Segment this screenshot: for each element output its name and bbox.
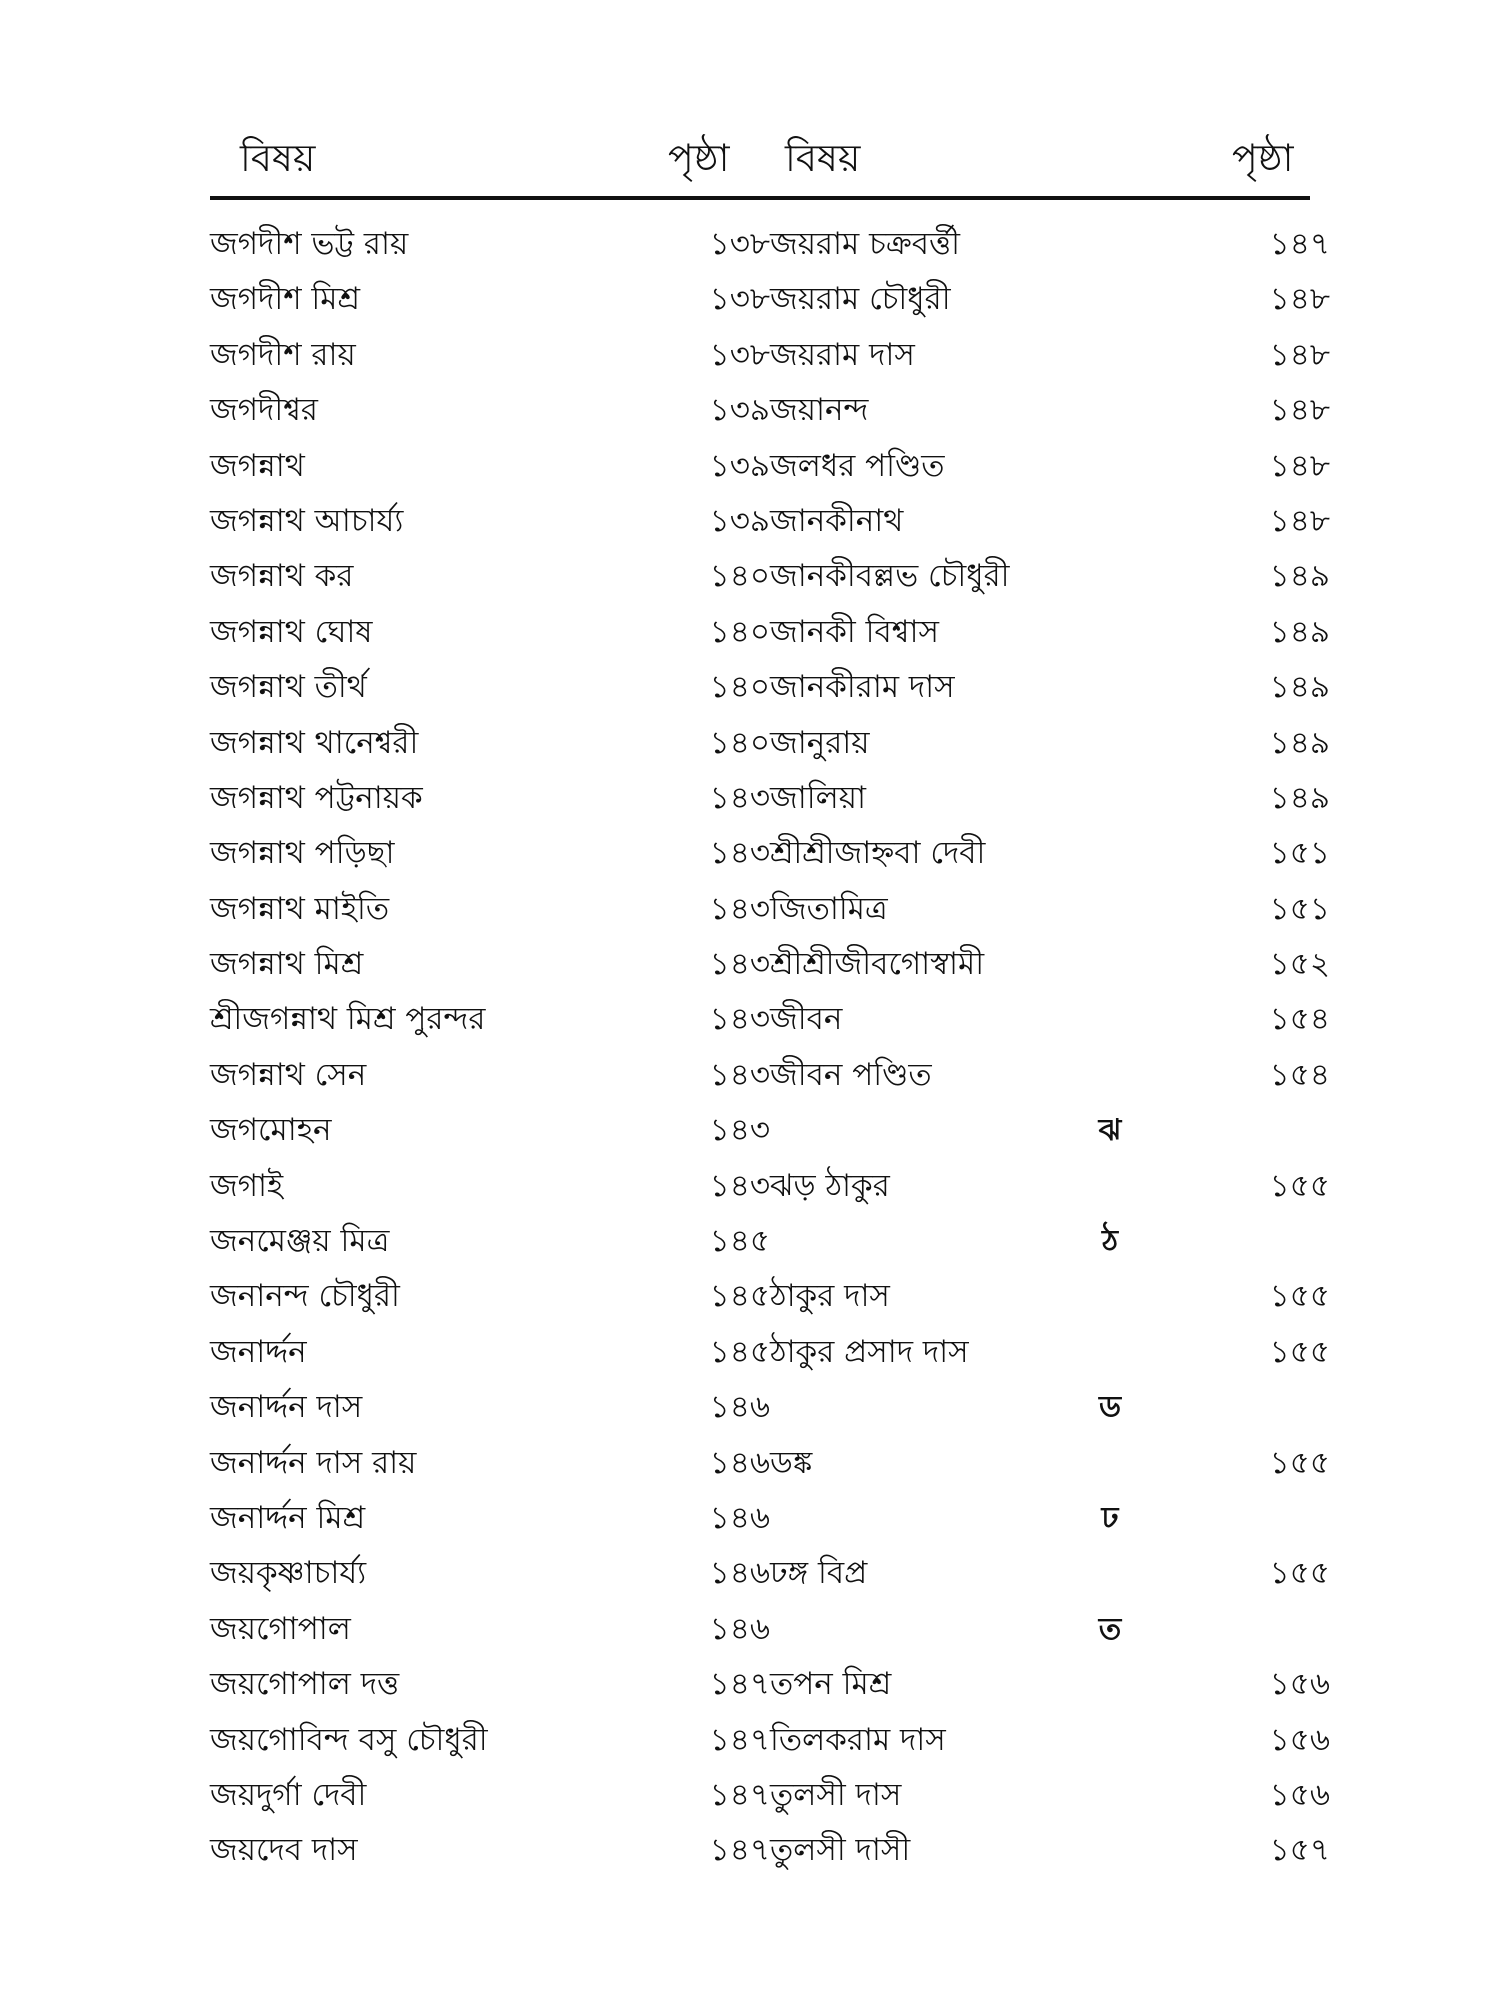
entry-name: তুলসী দাস xyxy=(770,1776,902,1813)
entry-page-number: ১৩৮ xyxy=(709,281,770,318)
entry-name: তুলসী দাসী xyxy=(770,1832,911,1869)
index-entry xyxy=(770,1539,1330,1594)
section-letter-row xyxy=(770,1373,1330,1428)
index-entry xyxy=(770,1041,1330,1096)
index-entry xyxy=(210,321,770,376)
entry-name: শ্রীশ্রীজাহ্নবা দেবী xyxy=(770,835,986,872)
index-entry xyxy=(210,1207,770,1262)
index-entry xyxy=(770,487,1330,542)
entry-page-number: ১৪৩ xyxy=(709,1112,770,1149)
entry-page-number: ১৪৬ xyxy=(709,1555,770,1592)
entry-name: জয়ানন্দ xyxy=(770,392,869,429)
index-entry xyxy=(770,598,1330,653)
index-entry xyxy=(770,321,1330,376)
index-entry xyxy=(210,210,770,265)
entry-name: জীবন পণ্ডিত xyxy=(770,1056,932,1093)
entry-name: ঢঙ্গ বিপ্র xyxy=(770,1555,868,1592)
entry-name: তপন মিশ্র xyxy=(770,1666,892,1703)
entry-page-number: ১৪৬ xyxy=(709,1389,770,1426)
entry-name: জগন্নাথ মাইতি xyxy=(210,890,390,927)
entry-page-number: ১৫৬ xyxy=(1269,1721,1330,1758)
section-letter: ঝ xyxy=(1098,1113,1122,1149)
index-entry xyxy=(210,1318,770,1373)
index-entry xyxy=(770,764,1330,819)
header-page-left: পৃষ্ঠা xyxy=(668,136,730,180)
index-entry xyxy=(770,709,1330,764)
index-entry xyxy=(770,376,1330,431)
index-entry xyxy=(210,1539,770,1594)
section-letter: ত xyxy=(1098,1611,1122,1647)
index-entry xyxy=(210,709,770,764)
section-letter-row xyxy=(770,1207,1330,1262)
index-entry xyxy=(770,1650,1330,1705)
entry-name: জনানন্দ চৌধুরী xyxy=(210,1278,400,1315)
entry-page-number: ১৫১ xyxy=(1269,835,1330,872)
entry-name: জগন্নাথ সেন xyxy=(210,1056,367,1093)
entry-name: জগন্নাথ ঘোষ xyxy=(210,613,373,650)
entry-page-number: ১৫৫ xyxy=(1269,1444,1330,1481)
entry-page-number: ১৫৬ xyxy=(1269,1666,1330,1703)
index-entry xyxy=(210,930,770,985)
entry-name: জীবন xyxy=(770,1001,843,1038)
entry-page-number: ১৪৬ xyxy=(709,1444,770,1481)
index-entry xyxy=(210,875,770,930)
entry-name: জগন্নাথ পট্টনায়ক xyxy=(210,779,423,816)
entry-name: জয়গোপাল দত্ত xyxy=(210,1666,400,1703)
entry-name: ডঙ্ক xyxy=(770,1444,813,1481)
index-entry xyxy=(770,985,1330,1040)
entry-name: জানকীনাথ xyxy=(770,502,904,539)
entry-page-number: ১৪৭ xyxy=(709,1666,770,1703)
entry-page-number: ১৫৭ xyxy=(1269,1832,1330,1869)
entry-name: ঠাকুর প্রসাদ দাস xyxy=(770,1333,969,1370)
entry-name: জগমোহন xyxy=(210,1112,332,1149)
index-entry xyxy=(210,1706,770,1761)
entry-page-number: ১৩৯ xyxy=(709,392,770,429)
entry-name: জগন্নাথ তীর্থ xyxy=(210,669,367,706)
entry-page-number: ১৪৬ xyxy=(709,1610,770,1647)
index-entry xyxy=(770,819,1330,874)
entry-name: জয়রাম চৌধুরী xyxy=(770,281,951,318)
header-rule xyxy=(210,196,1310,200)
entry-name: জগন্নাথ পড়িছা xyxy=(210,835,395,872)
entry-page-number: ১৪৩ xyxy=(709,1001,770,1038)
index-entry xyxy=(770,210,1330,265)
index-entry xyxy=(210,265,770,320)
index-entry xyxy=(210,432,770,487)
entry-page-number: ১৫৫ xyxy=(1269,1167,1330,1204)
index-entry xyxy=(210,985,770,1040)
entry-page-number: ১৪৫ xyxy=(709,1278,770,1315)
index-entry xyxy=(210,487,770,542)
entry-page-number: ১৪৭ xyxy=(709,1721,770,1758)
entry-name: জনার্দ্দন মিশ্র xyxy=(210,1499,366,1536)
entry-page-number: ১৪০ xyxy=(709,724,770,761)
index-entry xyxy=(770,875,1330,930)
entry-page-number: ১৪৫ xyxy=(709,1333,770,1370)
entry-page-number: ১৪৯ xyxy=(1269,558,1330,595)
header-subject-left: বিষয় xyxy=(240,136,316,180)
entry-page-number: ১৫৫ xyxy=(1269,1278,1330,1315)
entry-name: জগন্নাথ কর xyxy=(210,558,354,595)
entry-page-number: ১৩৯ xyxy=(709,502,770,539)
entry-name: জগদীশ্বর xyxy=(210,392,318,429)
section-letter: ঢ xyxy=(1101,1500,1119,1536)
entry-name: জগন্নাথ থানেশ্বরী xyxy=(210,724,419,761)
index-entry xyxy=(210,1262,770,1317)
entry-name: ঝড় ঠাকুর xyxy=(770,1167,890,1204)
index-entry xyxy=(210,1761,770,1816)
entry-page-number: ১৪৩ xyxy=(709,890,770,927)
entry-name: জয়কৃষ্ণাচার্য্য xyxy=(210,1555,367,1592)
index-entry xyxy=(770,1262,1330,1317)
entry-name: জানকী বিশ্বাস xyxy=(770,613,939,650)
entry-page-number: ১৫৪ xyxy=(1269,1056,1330,1093)
entry-page-number: ১৪৮ xyxy=(1269,392,1330,429)
entry-name: জয়গোপাল xyxy=(210,1610,351,1647)
entry-name: জগন্নাথ xyxy=(210,447,305,484)
index-entry xyxy=(210,376,770,431)
entry-page-number: ১৩৮ xyxy=(709,226,770,262)
section-letter: ড xyxy=(1098,1390,1122,1426)
index-entry xyxy=(770,930,1330,985)
index-entry xyxy=(770,1318,1330,1373)
entry-name: জয়দুর্গা দেবী xyxy=(210,1776,367,1813)
entry-page-number: ১৪০ xyxy=(709,558,770,595)
index-entry xyxy=(770,1761,1330,1816)
entry-name: জয়রাম দাস xyxy=(770,336,915,373)
entry-name: জগদীশ রায় xyxy=(210,336,356,373)
entry-name: জনার্দ্দন দাস xyxy=(210,1389,363,1426)
index-entry xyxy=(210,542,770,597)
index-entry xyxy=(210,598,770,653)
entry-page-number: ১৪৮ xyxy=(1269,336,1330,373)
index-entry xyxy=(210,1595,770,1650)
entry-name: জয়দেব দাস xyxy=(210,1832,358,1869)
index-entry xyxy=(210,819,770,874)
entry-name: জগদীশ ভট্ট রায় xyxy=(210,226,409,262)
entry-page-number: ১৪৮ xyxy=(1269,281,1330,318)
entry-page-number: ১৫৫ xyxy=(1269,1555,1330,1592)
entry-page-number: ১৪৫ xyxy=(709,1223,770,1260)
index-entry xyxy=(770,432,1330,487)
entry-name: জানকীরাম দাস xyxy=(770,669,955,706)
entry-name: শ্রীশ্রীজীবগোস্বামী xyxy=(770,946,985,983)
entry-page-number: ১৩৮ xyxy=(709,336,770,373)
entry-page-number: ১৪৯ xyxy=(1269,724,1330,761)
index-entry xyxy=(770,1706,1330,1761)
entry-name: জানকীবল্লভ চৌধুরী xyxy=(770,558,1010,595)
entry-name: জনমেঞ্জয় মিত্র xyxy=(210,1223,390,1260)
index-entry xyxy=(210,1484,770,1539)
section-letter: ঠ xyxy=(1101,1224,1119,1260)
entry-name: জলধর পণ্ডিত xyxy=(770,447,945,484)
entry-page-number: ১৪৯ xyxy=(1269,613,1330,650)
index-entry xyxy=(210,764,770,819)
entry-name: জনার্দ্দন xyxy=(210,1333,307,1370)
entry-name: তিলকরাম দাস xyxy=(770,1721,946,1758)
entry-name: জানুরায় xyxy=(770,724,870,761)
entry-page-number: ১৪৩ xyxy=(709,1056,770,1093)
index-entry xyxy=(210,653,770,708)
section-letter-row xyxy=(770,1595,1330,1650)
index-entry xyxy=(770,1816,1330,1871)
entry-page-number: ১৫১ xyxy=(1269,890,1330,927)
entry-name: জিতামিত্র xyxy=(770,890,888,927)
entry-page-number: ১৪৯ xyxy=(1269,669,1330,706)
index-entry xyxy=(770,265,1330,320)
entry-name: জগাই xyxy=(210,1167,284,1204)
header-subject-right: বিষয় xyxy=(785,136,861,180)
entry-page-number: ১৪৭ xyxy=(1269,226,1330,262)
entry-name: জনার্দ্দন দাস রায় xyxy=(210,1444,417,1481)
entry-page-number: ১৪৩ xyxy=(709,946,770,983)
entry-page-number: ১৫৪ xyxy=(1269,1001,1330,1038)
index-entry xyxy=(770,1152,1330,1207)
entry-page-number: ১৫৫ xyxy=(1269,1333,1330,1370)
index-entry xyxy=(210,1816,770,1871)
index-entry xyxy=(210,1152,770,1207)
right-column xyxy=(770,210,1330,1872)
index-entry xyxy=(210,1373,770,1428)
index-entry xyxy=(770,542,1330,597)
entry-name: জয়গোবিন্দ বসু চৌধুরী xyxy=(210,1721,488,1758)
entry-name: জগদীশ মিশ্র xyxy=(210,281,361,318)
entry-page-number: ১৪৩ xyxy=(709,1167,770,1204)
index-entry xyxy=(770,653,1330,708)
entry-name: জগন্নাথ আচার্য্য xyxy=(210,502,404,539)
section-letter-row xyxy=(770,1484,1330,1539)
header-page-right: পৃষ্ঠা xyxy=(1232,136,1294,180)
entry-page-number: ১৪৮ xyxy=(1269,502,1330,539)
index-entry xyxy=(210,1041,770,1096)
entry-name: জালিয়া xyxy=(770,779,866,816)
index-entry xyxy=(210,1429,770,1484)
left-column xyxy=(210,210,770,1872)
entry-name: শ্রীজগন্নাথ মিশ্র পুরন্দর xyxy=(210,1001,486,1038)
index-entry xyxy=(210,1096,770,1151)
entry-page-number: ১৫২ xyxy=(1269,946,1330,983)
entry-name: জয়রাম চক্রবর্ত্তী xyxy=(770,226,961,262)
section-letter-row xyxy=(770,1096,1330,1151)
entry-name: জগন্নাথ মিশ্র xyxy=(210,946,364,983)
entry-page-number: ১৪০ xyxy=(709,613,770,650)
entry-page-number: ১৪০ xyxy=(709,669,770,706)
entry-page-number: ১৪৮ xyxy=(1269,447,1330,484)
index-entry xyxy=(770,1429,1330,1484)
entry-page-number: ১৩৯ xyxy=(709,447,770,484)
entry-page-number: ১৪৩ xyxy=(709,779,770,816)
index-entry xyxy=(210,1650,770,1705)
entry-page-number: ১৪৬ xyxy=(709,1499,770,1536)
entry-page-number: ১৪৭ xyxy=(709,1832,770,1869)
entry-page-number: ১৪৩ xyxy=(709,835,770,872)
entry-page-number: ১৪৭ xyxy=(709,1776,770,1813)
entry-page-number: ১৫৬ xyxy=(1269,1776,1330,1813)
entry-name: ঠাকুর দাস xyxy=(770,1278,890,1315)
entry-page-number: ১৪৯ xyxy=(1269,779,1330,816)
